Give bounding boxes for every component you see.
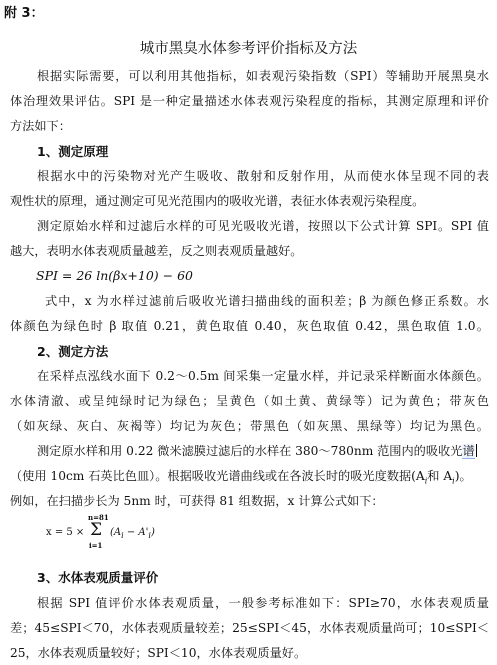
sec2-p1-line-3: （如灰绿、灰白、灰褐等）均记为灰色；带黑色（如灰黑、黑绿等）均记为黑色。: [10, 419, 489, 433]
sec2-p1-line-1: 在采样点泓线水面下 0.2～0.5m 间采集一定量水样，并记录采样断面水体颜色。: [37, 369, 489, 383]
sec2-p2-line-2: [10, 465, 472, 488]
section-2-heading: 2、测定方法: [37, 344, 109, 359]
document-title: 城市黑臭水体参考评价指标及方法: [139, 41, 358, 57]
section-3-heading: 3、水体表观质量评价: [37, 570, 159, 585]
intro-line-2: 体治理效果评估。SPI 是一种定量描述水体表观污染程度的指标，其测定原理和评价: [10, 94, 489, 108]
eq-body-c: ): [150, 527, 155, 538]
intro-line-3: 方法如下：: [10, 119, 71, 133]
section-1-heading: 1、测定原理: [37, 144, 109, 159]
sec3-line-1: 根据 SPI 值评价水体表观质量，一般参考标准如下：SPI≥70，水体表观质量: [37, 596, 489, 610]
selected-text-highlight[interactable]: 谱: [462, 444, 475, 458]
spi-formula: SPI = 26 ln(βx+10) − 60: [36, 268, 193, 283]
sec2-p2-line-3: 例如，在扫描步长为 5nm 时，可获得 81 组数据，x 计算公式如下：: [10, 494, 384, 508]
eq-upper-limit: n=81: [88, 513, 109, 522]
eq-body: [110, 527, 155, 538]
sec1-p2-line-2: 越大，表明水体表观质量越差，反之则表观质量越好。: [10, 244, 303, 258]
eq-sigma: Σ: [90, 520, 103, 540]
eq-sub-2: i: [148, 531, 151, 540]
sec2-p2-line-1: [37, 440, 477, 463]
x-equation: [46, 513, 266, 553]
eq-body-a: (A: [110, 527, 122, 538]
sec3-line-3: 25，水体表观质量较好；SPI＜10，水体表观质量好。: [10, 646, 307, 660]
sec2-p2-line-2-text: （使用 10cm 石英比色皿）。根据吸收光谱曲线或在各波长时的吸光度数据(A: [10, 469, 425, 483]
sec1-p3-line-1: 式中，x 为水样过滤前后吸收光谱扫描曲线的面积差；β 为颜色修正系数。水: [45, 294, 489, 308]
sec2-p2-and: 和 A: [427, 469, 453, 483]
sec2-p2-text: 测定原水样和用 0.22 微米滤膜过滤后的水样在 380～780nm 范围内的吸收光: [37, 444, 463, 458]
appendix-label: 附 3：: [4, 6, 44, 21]
sec2-p2-tail: )。: [454, 469, 472, 483]
sec2-p1-line-2: 水体清澈、或呈纯绿时记为绿色；呈黄色（如土黄、黄绿等）记为黄色；带灰色: [10, 394, 489, 408]
sec3-line-2: 差；45≤SPI＜70，水体表观质量较差；25≤SPI＜45，水体表观质量尚可；10≤SPI＜: [10, 621, 489, 635]
eq-left: x = 5 ×: [46, 527, 85, 538]
eq-body-b: − A': [123, 527, 149, 538]
intro-line-1: 根据实际需要，可以利用其他指标，如表观污染指数（SPI）等辅助开展黑臭水: [37, 69, 489, 83]
eq-lower-limit: i=1: [89, 541, 103, 550]
sec1-p2-line-1: 测定原始水样和过滤后水样的可见光吸收光谱，按照以下公式计算 SPI。SPI 值: [37, 219, 489, 233]
subscript-i-prime: i: [452, 476, 455, 486]
subscript-i: i: [424, 476, 428, 486]
sec1-p1-line-2: 观性状的原理，通过测定可见光范围内的吸收光谱，表征水体表观污染程度。: [10, 194, 425, 208]
eq-sub-1: i: [121, 531, 124, 540]
sec1-p3-line-2: 体颜色为绿色时 β 取值 0.21，黄色取值 0.40，灰色取值 0.42，黑色取值 1.0。: [10, 319, 489, 333]
sec1-p1-line-1: 根据水中的污染物对光产生吸收、散射和反射作用，从而使水体呈现不同的表: [37, 169, 489, 183]
text-cursor: [476, 444, 477, 457]
